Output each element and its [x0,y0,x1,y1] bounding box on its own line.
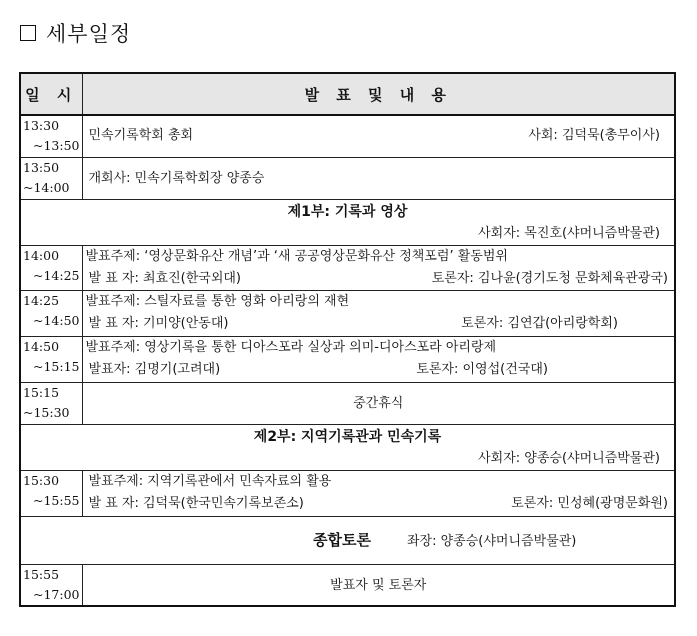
header-content: 발 표 및 내 용 [82,73,675,115]
discussant: 토론자: 민성혜(광명문화원) [511,495,668,511]
part-moderator: 사회자: 목진호(샤머니즘박물관) [478,225,660,241]
table-row [20,336,675,382]
time-end: ~15:55 [33,492,80,508]
part-title: 제2부: 지역기록관과 민속기록 [253,428,442,445]
discussion-cell [20,516,675,564]
part-title: 제1부: 기록과 영상 [287,203,408,220]
part-cell [20,199,675,245]
time-cell [20,290,82,336]
part-moderator: 사회자: 양종승(샤머니즘박물관) [478,450,660,466]
time-cell [20,115,82,157]
table-header-row [20,73,675,115]
topic: 발표주제: 스틸자료를 통한 영화 아리랑의 재현 [85,293,350,309]
table-row [20,470,675,516]
content-cell [82,382,675,424]
moderator: 사회: 김덕묵(총무이사) [528,128,660,143]
time-start: 14:25 [23,292,60,308]
discussant: 토론자: 김나윤(경기도청 문화체육관광국) [431,270,668,286]
time-end: ~17:00 [33,586,80,602]
discussant: 토론자: 김연갑(아리랑학회) [461,315,618,331]
section-title: 세부일정 [46,22,132,46]
table-row [20,290,675,336]
time-end: ~14:25 [33,267,80,283]
time-end: ~15:30 [23,404,70,420]
schedule-table [19,72,676,607]
time-start: 13:50 [23,159,60,175]
content-cell [82,470,675,516]
time-cell [20,382,82,424]
table-row [20,157,675,199]
time-end: ~14:50 [33,312,80,328]
presenter: 발표자: 김명기(고려대) [88,361,221,377]
time-cell [20,245,82,290]
chair: 좌장: 양종승(샤머니즘박물관) [406,534,577,549]
discussion-title: 종합토론 [313,531,371,549]
event-text: 개회사: 민속기록학회장 양종승 [88,170,265,186]
table-row [20,245,675,290]
discussant: 토론자: 이영섭(건국대) [416,361,548,377]
time-end: ~13:50 [33,138,80,153]
event-text: 발표자 및 토론자 [330,577,427,593]
table-row [20,115,675,157]
break-text: 중간휴식 [353,395,404,411]
time-start: 14:50 [23,338,60,354]
topic: 발표주제: ‘영상문화유산 개념’과 ‘새 공공영상문화유산 정책포럼’ 활동범위 [85,248,508,264]
presenter: 발 표 자: 김덕묵(한국민속기록보존소) [88,495,304,511]
topic: 발표주제: 지역기록관에서 민속자료의 활용 [88,473,332,489]
event-title: 민속기록학회 총회 [88,128,194,143]
time-start: 15:30 [23,472,60,488]
presenter: 발 표 자: 기미양(안동대) [88,315,229,331]
section-heading [20,18,131,48]
table-row [20,564,675,606]
time-cell [20,336,82,382]
content-cell [82,290,675,336]
time-start: 13:30 [23,118,60,133]
content-cell [82,564,675,606]
time-cell [20,470,82,516]
time-end: ~15:15 [33,358,80,374]
part-row [20,199,675,245]
time-end: ~14:00 [23,179,70,195]
checkbox-square-icon [20,25,36,41]
content-cell [82,336,675,382]
content-cell [82,157,675,199]
content-cell [82,245,675,290]
part-cell [20,424,675,470]
time-start: 14:00 [23,247,60,263]
table-row [20,382,675,424]
table-row [20,516,675,564]
topic: 발표주제: 영상기록을 통한 디아스포라 실상과 의미-디아스포라 아리랑제 [85,339,497,355]
time-cell [20,157,82,199]
header-time: 일 시 [20,73,82,115]
content-cell [82,115,675,157]
presenter: 발 표 자: 최효진(한국외대) [88,270,242,286]
time-cell [20,564,82,606]
part-row [20,424,675,470]
time-start: 15:15 [23,384,60,400]
time-start: 15:55 [23,566,60,582]
